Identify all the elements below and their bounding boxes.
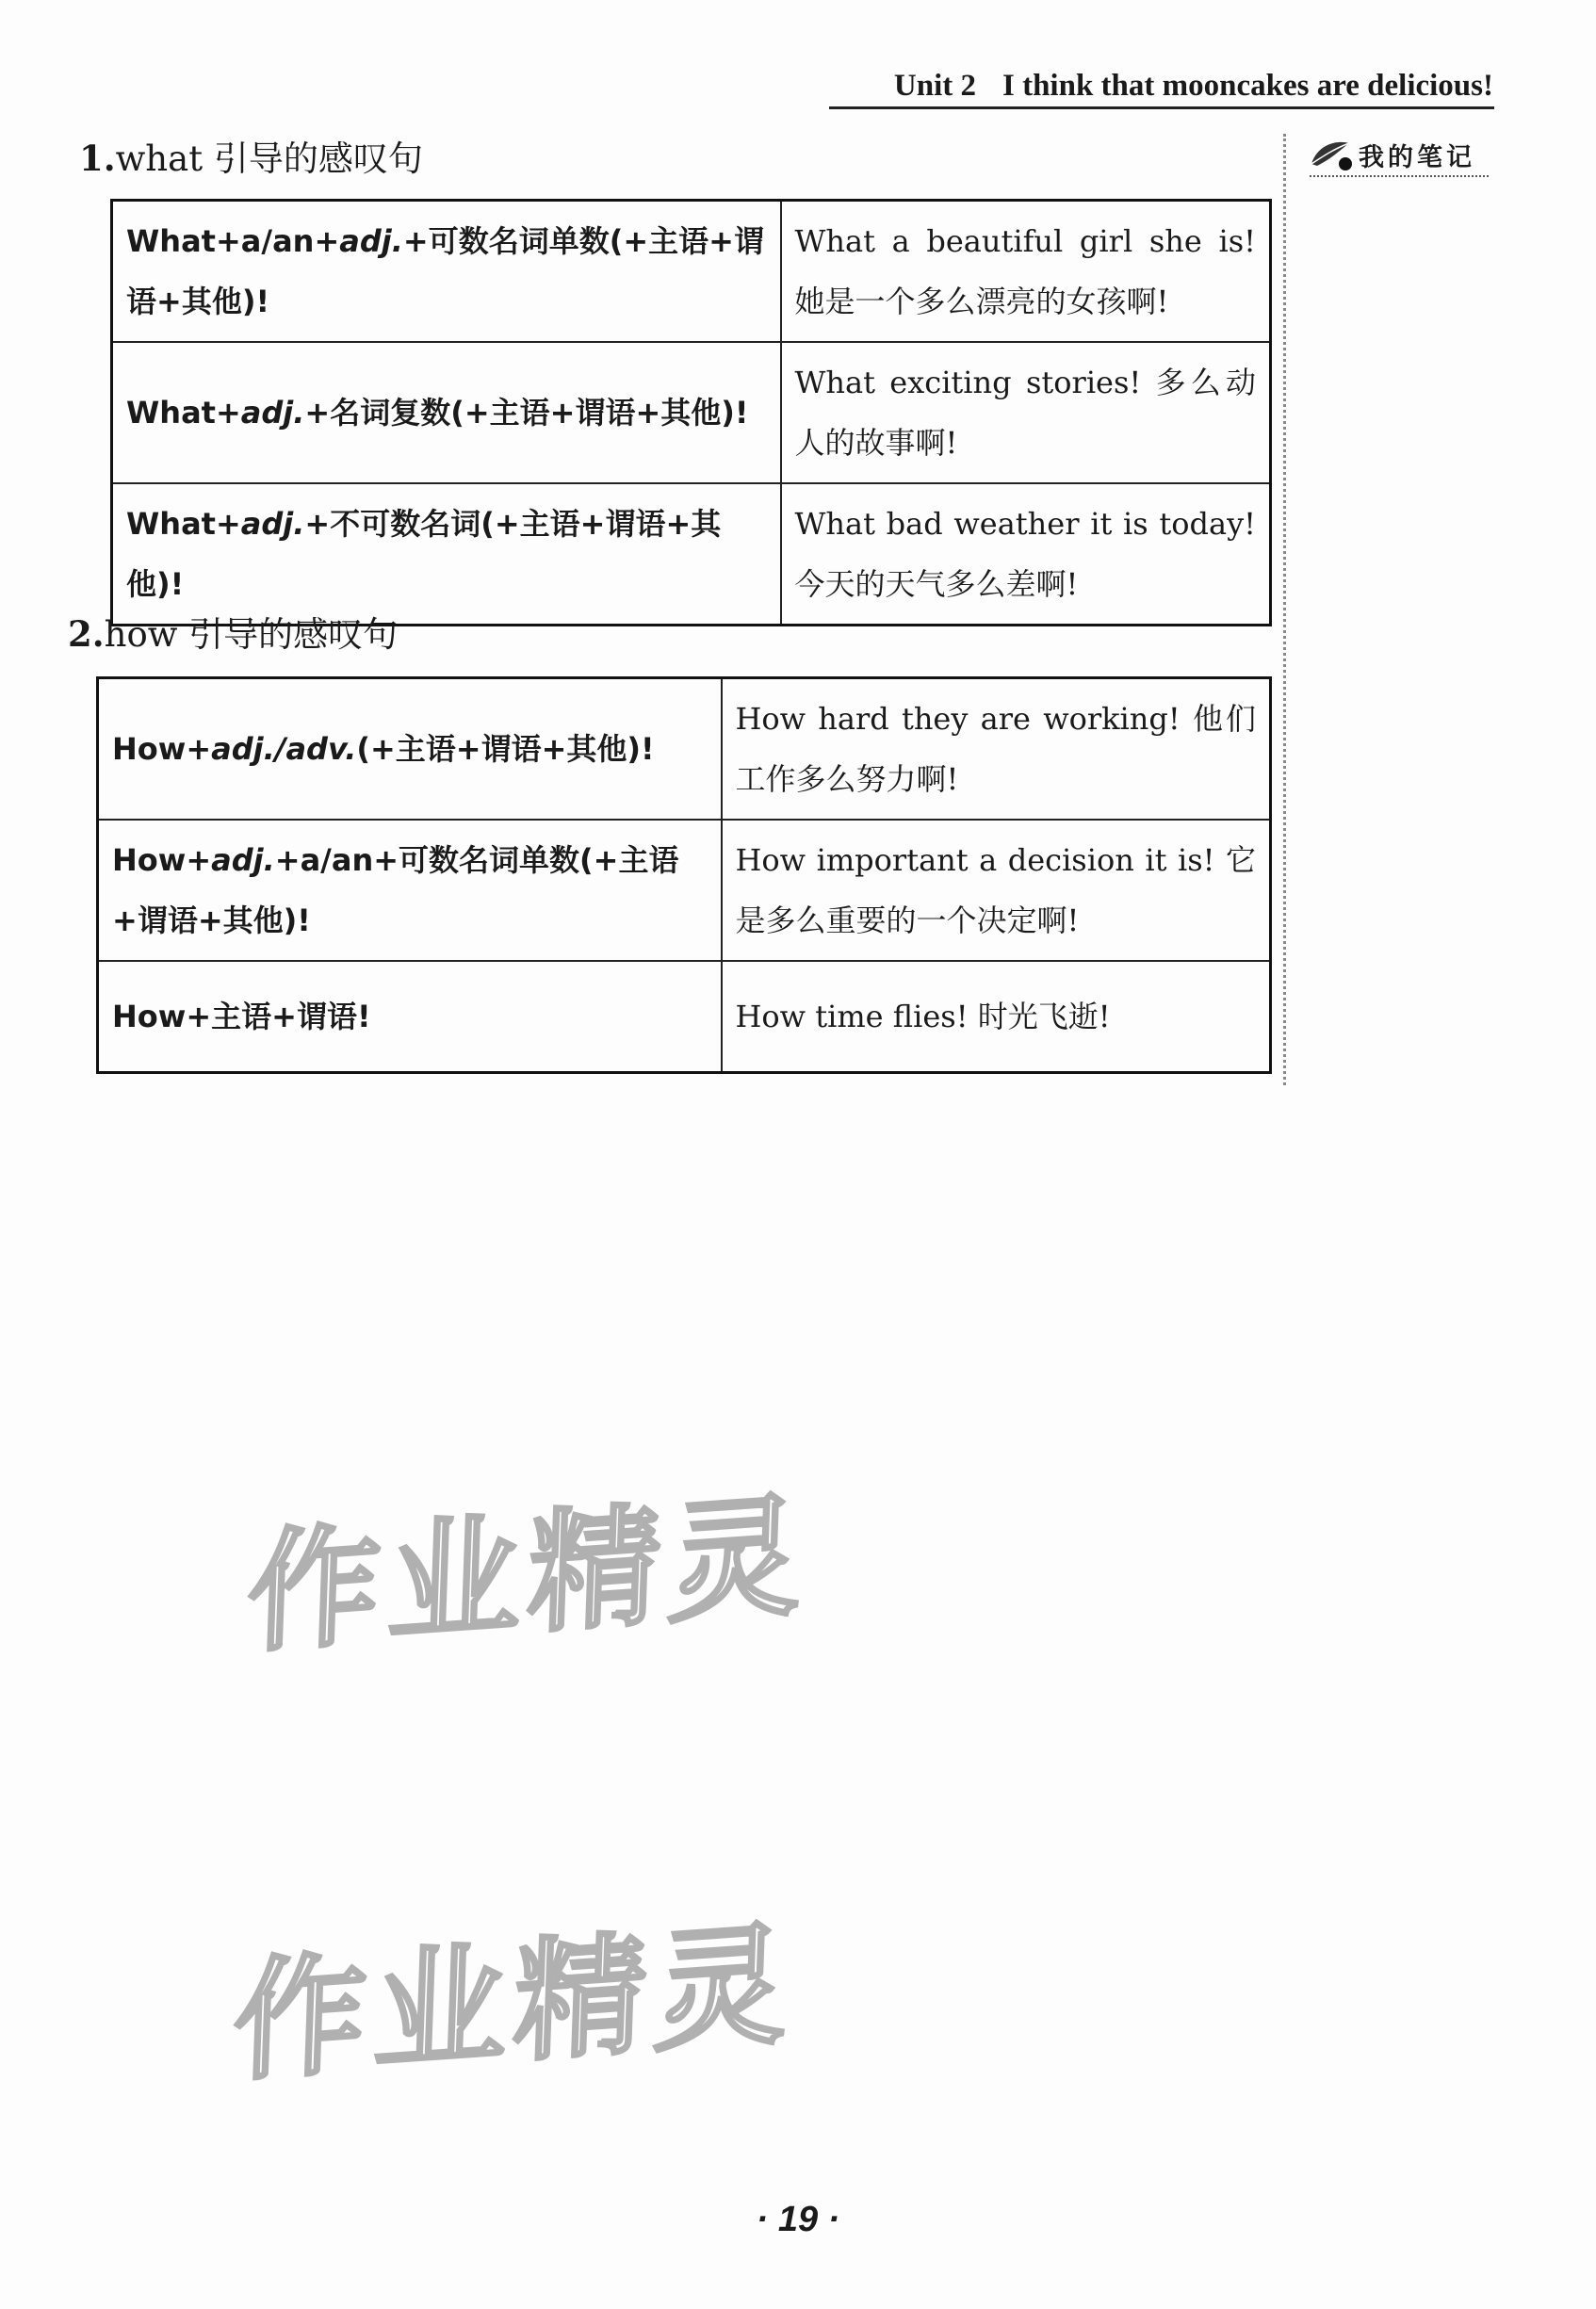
rule-cell: How+adj./adv.(+主语+谓语+其他)! [98,678,722,821]
rule-cell: How+adj.+a/an+可数名词单数(+主语+谓语+其他)! [98,820,722,961]
notes-divider [1283,134,1286,1085]
how-exclamation-table [96,676,1272,1074]
rule-cell: What+adj.+名词复数(+主语+谓语+其他)! [112,342,781,483]
table-row [98,961,1271,1072]
example-cell: What exciting stories! 多么动人的故事啊! [781,342,1271,483]
unit-title: I think that mooncakes are delicious! [1002,69,1493,103]
unit-header [834,69,1493,106]
what-exclamation-table [110,199,1272,626]
header-rule [829,106,1494,109]
notes-label-text: 我的笔记 [1359,142,1475,172]
table-row [112,201,1271,343]
watermark: 作业精灵 [231,1908,797,2101]
section-number: 1. [79,138,116,179]
example-cell: How hard they are working! 他们工作多么努力啊! [722,678,1271,821]
section-number: 2. [68,613,105,655]
rule-cell: How+主语+谓语! [98,961,722,1072]
rule-cell: What+adj.+不可数名词(+主语+谓语+其他)! [112,483,781,626]
page-number: · 19 · [756,2200,840,2239]
example-cell: How time flies! 时光飞逝! [722,961,1271,1072]
notes-rule [1310,175,1489,177]
example-cell: How important a decision it is! 它是多么重要的一个决定啊! [722,820,1271,961]
rule-cell: What+a/an+adj.+可数名词单数(+主语+谓语+其他)! [112,201,781,343]
section-1-title [79,130,423,181]
table-row [98,820,1271,961]
section-title-text: what 引导的感叹句 [115,138,423,179]
section-title-text: how 引导的感叹句 [104,614,399,655]
section-2-title [68,606,398,657]
example-cell: What bad weather it is today! 今天的天气多么差啊! [781,483,1271,626]
table-row [98,678,1271,821]
leaf-icon [1308,136,1353,173]
table-row [112,342,1271,483]
example-cell: What a beautiful girl she is! 她是一个多么漂亮的女孩啊! [781,201,1271,343]
unit-number: Unit 2 [893,69,976,103]
watermark: 作业精灵 [245,1479,811,1672]
my-notes-label [1308,135,1489,174]
table-row [112,483,1271,626]
